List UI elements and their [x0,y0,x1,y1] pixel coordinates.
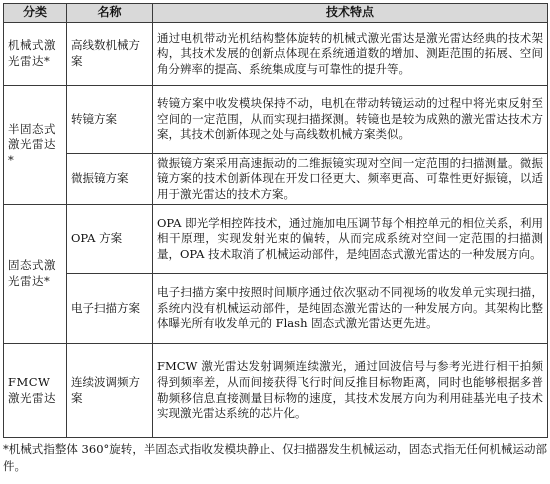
category-cell: FMCW 激光雷达 [4,344,67,438]
header-features: 技术特点 [153,4,548,23]
table-row [4,23,548,86]
scheme-name-cell: 连续波调频方案 [67,344,153,438]
scheme-name-cell: OPA 方案 [67,205,153,274]
category-cell: 半固态式激光雷达* [4,86,67,205]
table-footnote: *机械式指整体 360°旋转，半固态式指收发模块静止、仅扫描器发生机械运动，固态式指无任何机械运动部件。 [3,442,547,473]
feature-description-cell: 通过电机带动光机结构整体旋转的机械式激光雷达是激光雷达经典的技术架构，其技术发展的创新点体现在系统通道数的增加、测距范围的拓展、空间角分辨率的提高、系统集成度与可靠性的提升等。 [153,23,548,86]
scheme-name-cell: 微振镜方案 [67,154,153,205]
category-cell: 固态式激光雷达* [4,205,67,344]
technology-comparison-table [3,3,548,438]
feature-description-cell: 电子扫描方案中按照时间顺序通过依次驱动不同视场的收发单元实现扫描，系统内没有机械运动部件，是纯固态激光雷达的一种发展方向。其架构比整体曝光所有收发单元的 Flash 固态式激光雷达更先进。 [153,274,548,344]
header-name: 名称 [67,4,153,23]
table-row [4,344,548,438]
scheme-name-cell: 高线数机械方案 [67,23,153,86]
scheme-name-cell: 电子扫描方案 [67,274,153,344]
table-row [4,205,548,274]
table-header-row [4,4,548,23]
feature-description-cell: 微振镜方案采用高速振动的二维振镜实现对空间一定范围的扫描测量。微振镜方案的技术创新体现在开发口径更大、频率更高、可靠性更好振镜，以适用于激光雷达的技术方案。 [153,154,548,205]
table-row [4,86,548,154]
feature-description-cell: 转镜方案中收发模块保持不动，电机在带动转镜运动的过程中将光束反射至空间的一定范围，从而实现扫描探测。转镜也是较为成熟的激光雷达技术方案，其技术创新体现之处与高线数机械方案类似。 [153,86,548,154]
table-row [4,274,548,344]
table-row [4,154,548,205]
scheme-name-cell: 转镜方案 [67,86,153,154]
feature-description-cell: OPA 即光学相控阵技术，通过施加电压调节每个相控单元的相位关系，利用相干原理，实现发射光束的偏转，从而完成系统对空间一定范围的扫描测量，OPA 技术取消了机械运动部件，是纯固态式激光雷达的一种发展方向。 [153,205,548,274]
feature-description-cell: FMCW 激光雷达发射调频连续激光，通过回波信号与参考光进行相干拍频得到频率差，从而间接获得飞行时间反推目标物距离，同时也能够根据多普勒频移信息直接测量目标物的速度，其技术发展方向为利用硅基光电子技术实现激光雷达系统的芯片化。 [153,344,548,438]
header-category: 分类 [4,4,67,23]
category-cell: 机械式激光雷达* [4,23,67,86]
